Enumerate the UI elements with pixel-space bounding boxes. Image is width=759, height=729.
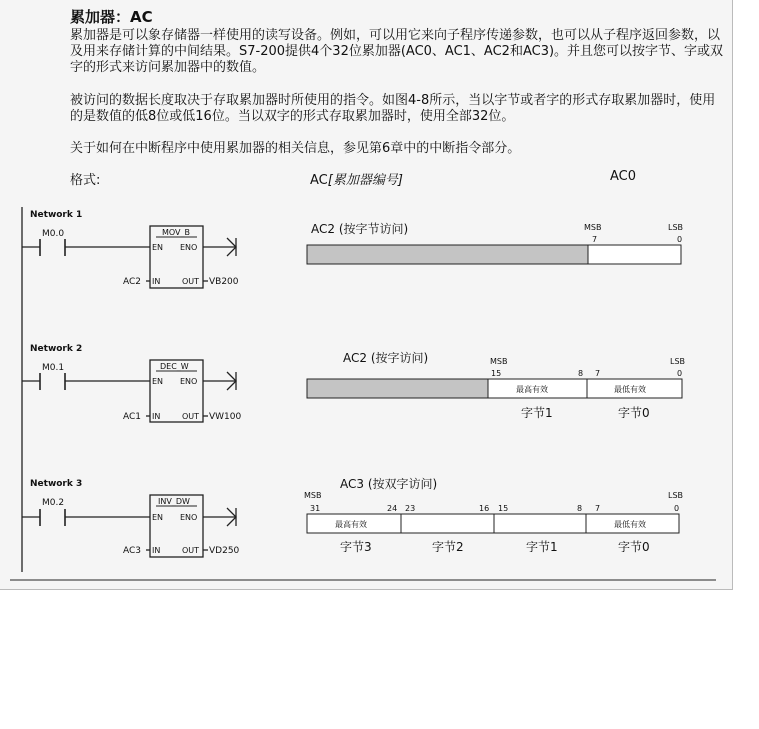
register-byte [307,245,681,264]
diagram-1-bit-7: 7 [592,235,598,244]
diagram-3-msb: MSB [304,491,322,500]
network-2-in-operand: AC1 [123,412,142,422]
diagram-2-bit-0: 0 [677,369,683,378]
diagram-3-byte-1: 字节1 [526,540,558,554]
network-3-box-name: INV_DW [158,497,190,506]
diagram-2-lsb: LSB [670,357,686,366]
network-1-in-pin: IN [152,277,161,286]
paragraph-3: 关于如何在中断程序中使用累加器的相关信息，参见第6章中的中断指令部分。 [70,141,521,156]
page-title: 累加器：AC [70,8,153,26]
network-2-box-name: DEC_W [160,362,189,371]
diagram-3-byte-3: 字节3 [340,540,372,554]
network-2-in-pin: IN [152,412,161,421]
diagram-3-byte-0: 字节0 [618,540,650,554]
syntax-prefix: AC [310,173,328,188]
diagram-2-msb: MSB [490,357,508,366]
diagram-3-title: AC3 (按双字访问) [340,477,438,491]
network-1-contact: M0.0 [42,229,65,239]
network-3-en: EN [152,513,164,522]
format-label: 格式: [70,173,101,188]
diagram-3-bit-8: 8 [577,504,583,513]
network-2-out-pin: OUT [182,412,200,421]
diagram-3-bit-24: 24 [387,504,398,513]
diagram-2-cell-low: 最低有效 [614,385,646,394]
diagram-1-lsb: LSB [668,223,684,232]
paragraph-1: 累加器是可以象存储器一样使用的读写设备。例如，可以用它来向子程序传递参数，也可以从子程序返回参数，以及用来存储计算的中间结果。S7-200提供4个32位累加器(AC0、AC1、AC2和AC3)。并且您可以按字节、字或双字的形式来访问累加器中的数值。 [70,28,724,75]
network-2-out-operand: VW100 [209,412,242,422]
network-3-in-pin: IN [152,546,161,555]
network-1-label: Network 1 [30,210,83,220]
diagram-2-bit-7: 7 [595,369,601,378]
diagram-3-bit-31: 31 [310,504,321,513]
network-2-eno: ENO [180,377,198,386]
diagram-3-byte-2: 字节2 [432,540,464,554]
network-1-in-operand: AC2 [123,277,142,287]
network-3-out-pin: OUT [182,546,200,555]
network-1-out-operand: VB200 [209,277,239,287]
network-1-eno: ENO [180,243,198,252]
diagram-2-title: AC2 (按字访问) [343,351,429,365]
diagram-3-bit-7: 7 [595,504,601,513]
diagram-2-bit-8: 8 [578,369,584,378]
network-2-contact: M0.1 [42,363,65,373]
network-2-label: Network 2 [30,344,83,354]
network-3-in-operand: AC3 [123,546,142,556]
diagram-2-byte-1: 字节1 [521,406,553,420]
syntax-operand: [累加器编号] [327,173,403,188]
network-3-contact: M0.2 [42,498,65,508]
paragraph-2: 被访问的数据长度取决于存取累加器时所使用的指令。如图4-8所示，当以字节或者字的形式存取累加器时，使用的是数值的低8位或低16位。当以双字的形式存取累加器时，使用全部32位。 [70,93,716,124]
network-1-out-pin: OUT [182,277,200,286]
format-example: AC0 [610,169,637,184]
diagram-3-bit-0: 0 [674,504,680,513]
diagram-3-bit-15: 15 [498,504,509,513]
network-2-en: EN [152,377,164,386]
diagram-2-bit-15: 15 [491,369,502,378]
diagram-1-bit-0: 0 [677,235,683,244]
diagram-3-lsb: LSB [668,491,684,500]
network-3-label: Network 3 [30,479,83,489]
network-3-eno: ENO [180,513,198,522]
diagram-3-cell-low: 最低有效 [614,520,646,529]
diagram-3-bit-16: 16 [479,504,490,513]
diagram-2-cell-high: 最高有效 [516,385,548,394]
diagram-2-byte-0: 字节0 [618,406,650,420]
network-1-en: EN [152,243,164,252]
diagram-3-cell-high: 最高有效 [335,520,367,529]
network-3-out-operand: VD250 [209,546,240,556]
diagram-1-msb: MSB [584,223,602,232]
network-1-box-name: MOV_B [162,228,191,237]
diagram-1-title: AC2 (按字节访问) [311,222,409,236]
diagram-3-bit-23: 23 [405,504,416,513]
